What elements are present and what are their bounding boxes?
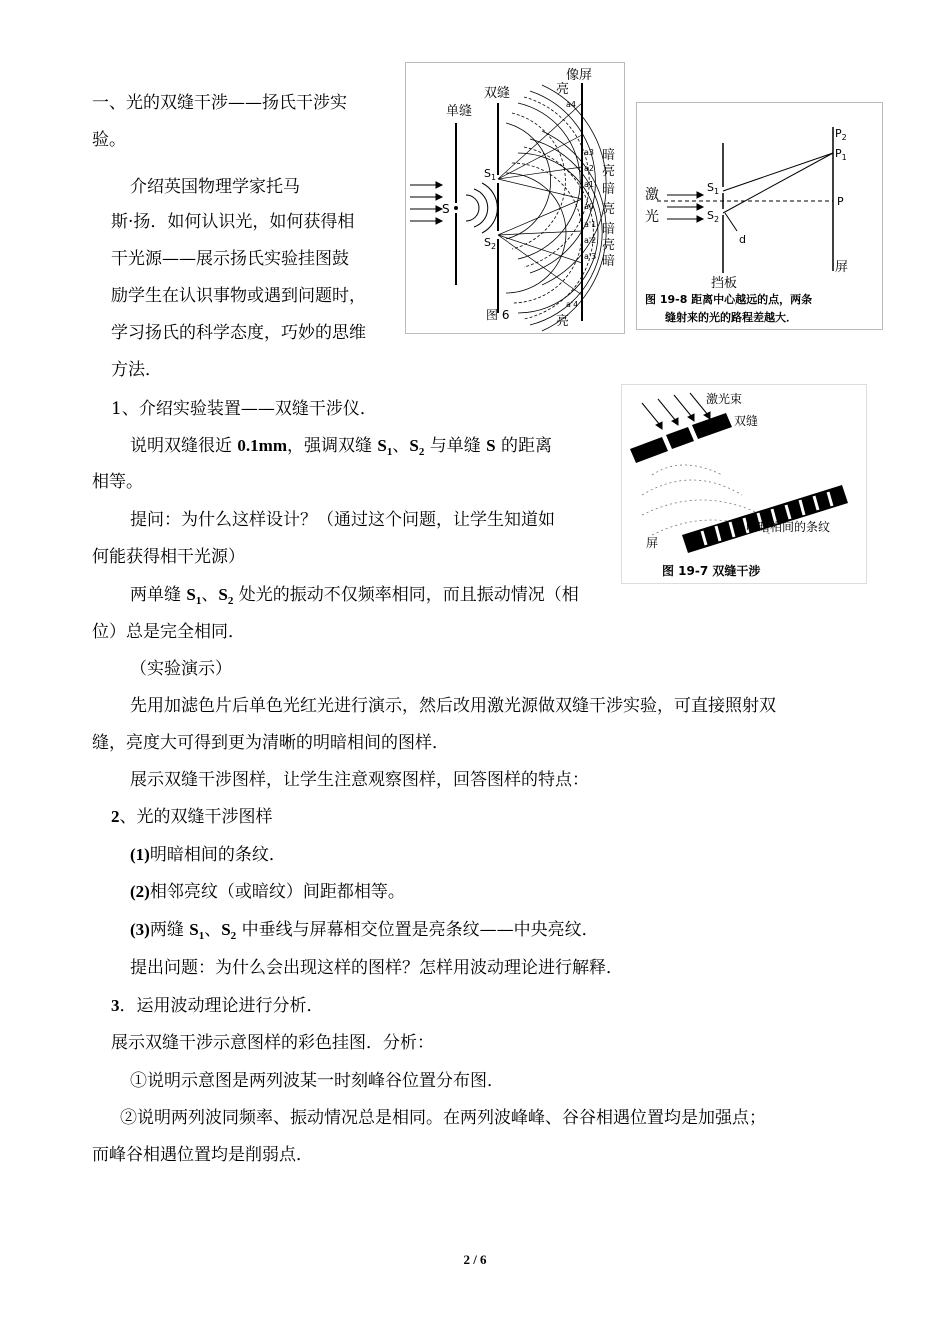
svg-text:a4: a4	[566, 100, 576, 109]
svg-text:a'2: a'2	[584, 236, 597, 245]
label-s2: $S_2$	[484, 236, 497, 251]
svg-text:亮: 亮	[602, 202, 616, 217]
path-rays	[723, 153, 833, 213]
text-line: 验。	[92, 130, 126, 150]
figure-caption: 图 19-7 双缝干涉	[662, 564, 761, 578]
svg-text:亮: 亮	[602, 164, 616, 179]
d-marker	[725, 213, 737, 231]
label-single-slit: 单缝	[446, 104, 473, 119]
list-item: (1)明暗相间的条纹．	[130, 845, 286, 865]
text-line: 缝，亮度大可得到更为清晰的明暗相间的图样．	[92, 733, 449, 753]
page-number: 2 / 6	[463, 1252, 487, 1267]
label-screen: 屏	[835, 260, 849, 275]
svg-text:暗: 暗	[602, 148, 616, 163]
label-double-slit: 双缝	[734, 414, 759, 428]
svg-text:暗: 暗	[602, 222, 616, 237]
text-line: ①说明示意图是两列波某一时刻峰谷位置分布图．	[130, 1071, 504, 1091]
svg-text:a0: a0	[584, 202, 594, 211]
text-line: 说明双缝很近 0.1mm，强调双缝 $S_1$、$S_2$ 与单缝 S 的距离	[130, 436, 553, 458]
svg-text:亮: 亮	[602, 238, 616, 253]
label-fringes: 明暗相间的条纹	[746, 520, 831, 534]
svg-text:a2: a2	[584, 164, 594, 173]
svg-text:a3: a3	[584, 148, 594, 157]
source-point	[454, 206, 458, 210]
label-s1: $S_1$	[707, 181, 720, 196]
label-bright-top: 亮	[556, 82, 570, 97]
label-source: S	[442, 202, 450, 216]
text-line: 学习扬氏的科学态度，巧妙的思维	[111, 323, 366, 343]
label-screen: 屏	[646, 536, 659, 550]
svg-text:a'3: a'3	[584, 252, 597, 261]
label-light: 光	[645, 209, 659, 225]
text-line: 介绍英国物理学家托马	[130, 177, 300, 197]
figure-6	[405, 62, 625, 334]
caption-line-1: 图 19-8 距离中心越远的点，两条	[645, 293, 813, 306]
interference-rays	[498, 103, 582, 295]
text-line: ②说明两列波同频率、振动情况总是相同。在两列波峰峰、谷谷相遇位置均是加强点；	[120, 1108, 766, 1128]
fringe-labels	[602, 147, 615, 269]
svg-text:暗: 暗	[602, 182, 616, 197]
caption-line-2: 缝射来的光的路程差越大．	[665, 311, 797, 324]
text-line: 而峰谷相遇位置均是削弱点．	[92, 1145, 313, 1165]
text-line: 位）总是完全相同．	[92, 622, 245, 642]
section-heading: 一、光的双缝干涉——扬氏干涉实	[92, 93, 347, 113]
label-d: d	[739, 233, 746, 246]
label-baffle: 挡板	[711, 276, 738, 291]
incident-arrows	[410, 182, 442, 224]
label-p1: $P_1$	[835, 147, 847, 162]
subheading-1: 1、介绍实验装置——双缝干涉仪．	[111, 399, 377, 419]
text-line: 提问：为什么这样设计？（通过这个问题，让学生知道如	[130, 510, 555, 530]
text-line: 相等。	[92, 472, 143, 492]
text-line: 展示双缝干涉示意图样的彩色挂图．分析：	[111, 1033, 434, 1053]
label-p: P	[837, 195, 844, 208]
laser-arrows	[667, 192, 703, 222]
label-double-slit: 双缝	[484, 86, 511, 101]
text-line: 励学生在认识事物或遇到问题时，	[111, 286, 366, 306]
figure-19-8	[636, 102, 883, 330]
text-line: 先用加滤色片后单色光红光进行演示，然后改用激光源做双缝干涉实验，可直接照射双	[130, 696, 776, 716]
label-s2: $S_2$	[707, 209, 720, 224]
list-item: (2)相邻亮纹（或暗纹）间距都相等。	[130, 882, 405, 902]
label-bright-bottom: 亮	[556, 314, 570, 329]
svg-text:暗: 暗	[602, 254, 616, 269]
text-line: 展示双缝干涉图样，让学生注意观察图样，回答图样的特点：	[130, 770, 589, 790]
text-line: 方法．	[111, 360, 162, 380]
text-line: （实验演示）	[130, 659, 232, 679]
list-item: (3)两缝 $S_1$、$S_2$ 中垂线与屏幕相交位置是亮条纹——中央亮纹．	[130, 920, 599, 942]
label-s1: $S_1$	[484, 167, 497, 182]
label-p2: $P_2$	[835, 127, 847, 142]
subheading-3: 3．运用波动理论进行分析．	[111, 996, 324, 1016]
svg-text:a'4: a'4	[566, 300, 579, 309]
source-wavefronts	[466, 183, 497, 233]
figure-19-7	[621, 384, 867, 584]
text-line: 何能获得相干光源）	[92, 547, 245, 567]
label-laser-beam: 激光束	[706, 392, 743, 406]
text-line: 斯·扬．如何认识光，如何获得相	[111, 212, 355, 232]
slit-plate	[630, 413, 732, 463]
text-line: 干光源——展示扬氏实验挂图鼓	[111, 249, 349, 269]
svg-text:a'1: a'1	[584, 220, 597, 229]
text-line: 两单缝 $S_1$、$S_2$ 处光的振动不仅频率相同，而且振动情况（相	[130, 585, 579, 607]
label-laser: 激	[645, 187, 659, 203]
subheading-2: 2、光的双缝干涉图样	[111, 807, 273, 827]
svg-text:a1: a1	[584, 180, 594, 189]
label-screen: 像屏	[566, 68, 593, 83]
figure-caption: 图 6	[486, 308, 510, 322]
text-line: 提出问题：为什么会出现这样的图样？怎样用波动理论进行解释．	[130, 958, 623, 978]
